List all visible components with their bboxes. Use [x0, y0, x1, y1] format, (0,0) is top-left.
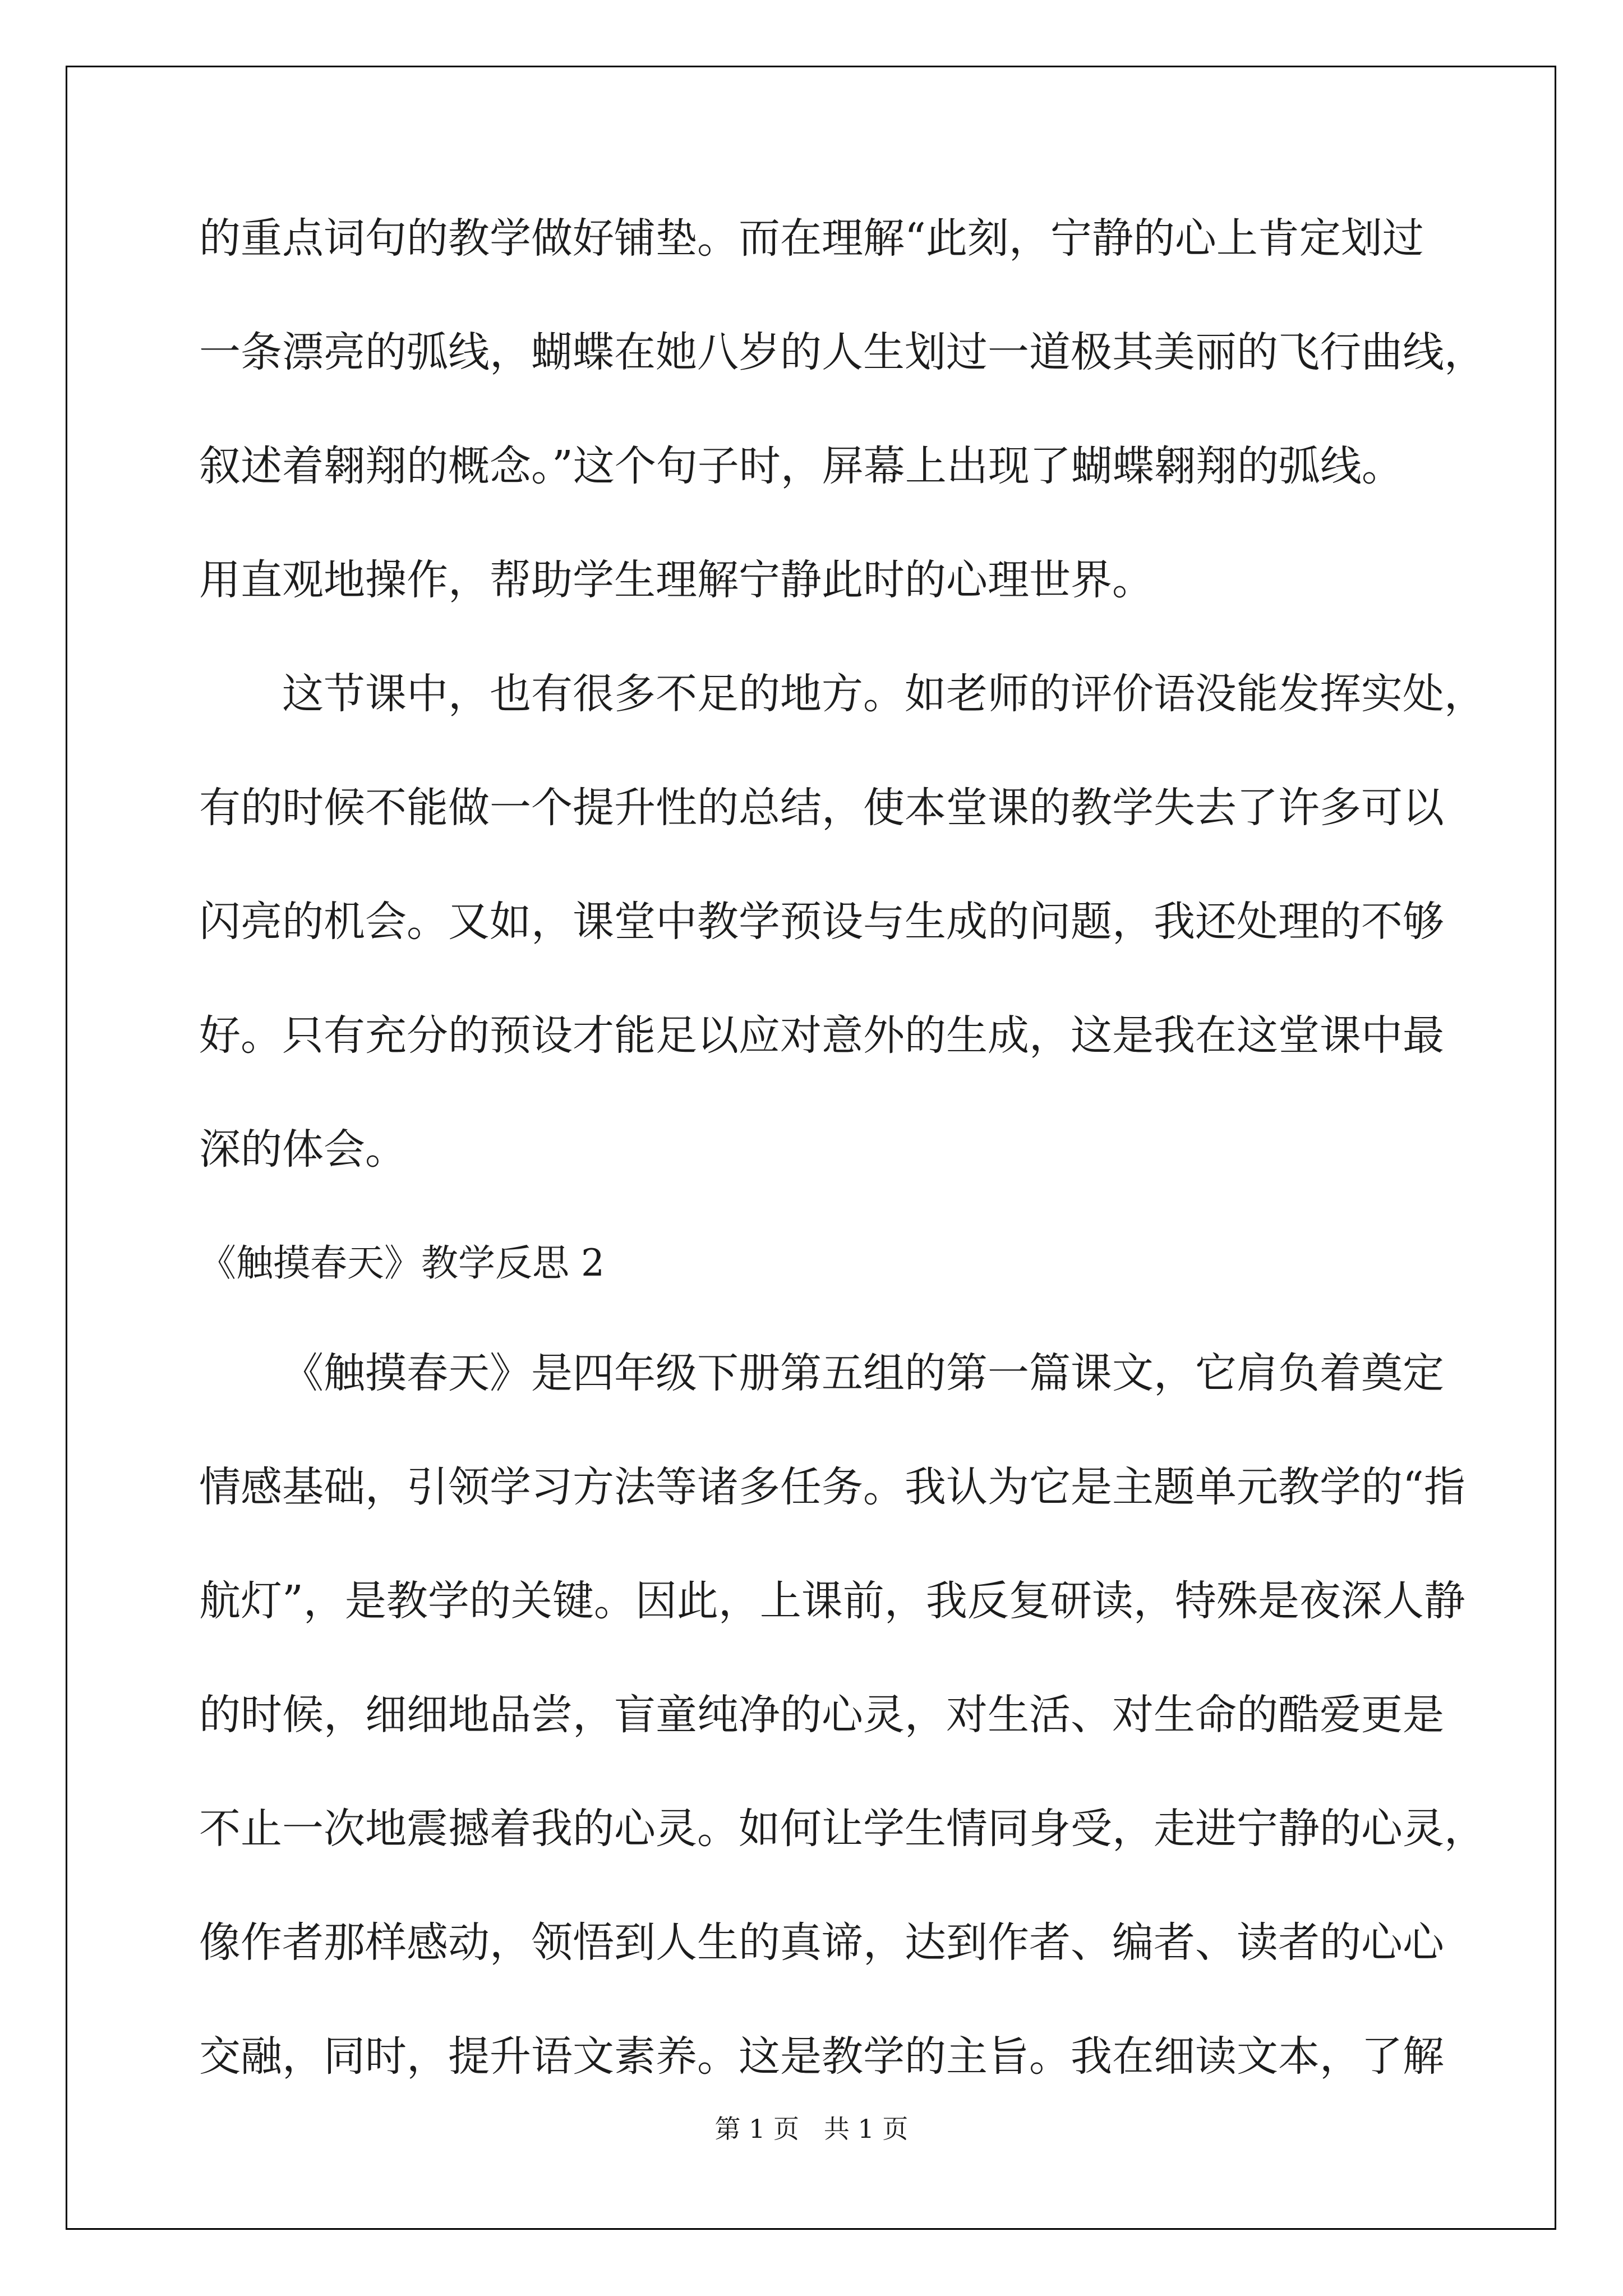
paragraph-start-line: 这节课中，也有很多不足的地方。如老师的评价语没能发挥实处， — [282, 670, 1486, 718]
text-line: 闪亮的机会。又如，课堂中教学预设与生成的问题，我还处理的不够 — [199, 898, 1444, 946]
text-line: 不止一次地震撼着我的心灵。如何让学生情同身受，走进宁静的心灵， — [199, 1805, 1486, 1853]
text-line: 的时候，细细地品尝，盲童纯净的心灵，对生活、对生命的酷爱更是 — [199, 1691, 1444, 1739]
text-line: 叙述着翱翔的概念。”这个句子时，屏幕上出现了蝴蝶翱翔的弧线。 — [199, 442, 1403, 490]
text-line: 的重点词句的教学做好铺垫。而在理解“此刻，宁静的心上肯定划过 — [199, 214, 1424, 263]
document-body — [199, 205, 1486, 2137]
section-heading: 《触摸春天》教学反思 2 — [199, 1241, 605, 1285]
page-footer: 第 1 页 共 1 页 — [714, 2114, 909, 2144]
text-line: 交融，同时，提升语文素养。这是教学的主旨。我在细读文本，了解 — [199, 2032, 1444, 2081]
paragraph-start-line: 《触摸春天》是四年级下册第五组的第一篇课文，它肩负着奠定 — [282, 1349, 1444, 1397]
text-line: 深的体会。 — [199, 1125, 407, 1174]
text-line: 一条漂亮的弧线，蝴蝶在她八岁的人生划过一道极其美丽的飞行曲线， — [199, 328, 1486, 376]
text-line: 用直观地操作，帮助学生理解宁静此时的心理世界。 — [199, 556, 1154, 604]
text-line: 像作者那样感动，领悟到人生的真谛，达到作者、编者、读者的心心 — [199, 1918, 1444, 1967]
text-line: 航灯”，是教学的关键。因此，上课前，我反复研读，特殊是夜深人静 — [199, 1577, 1465, 1625]
text-line: 有的时候不能做一个提升性的总结，使本堂课的教学失去了许多可以 — [199, 784, 1444, 832]
text-line: 好。只有充分的预设才能足以应对意外的生成，这是我在这堂课中最 — [199, 1011, 1444, 1060]
text-line: 情感基础，引领学习方法等诸多任务。我认为它是主题单元教学的“指 — [199, 1463, 1465, 1511]
